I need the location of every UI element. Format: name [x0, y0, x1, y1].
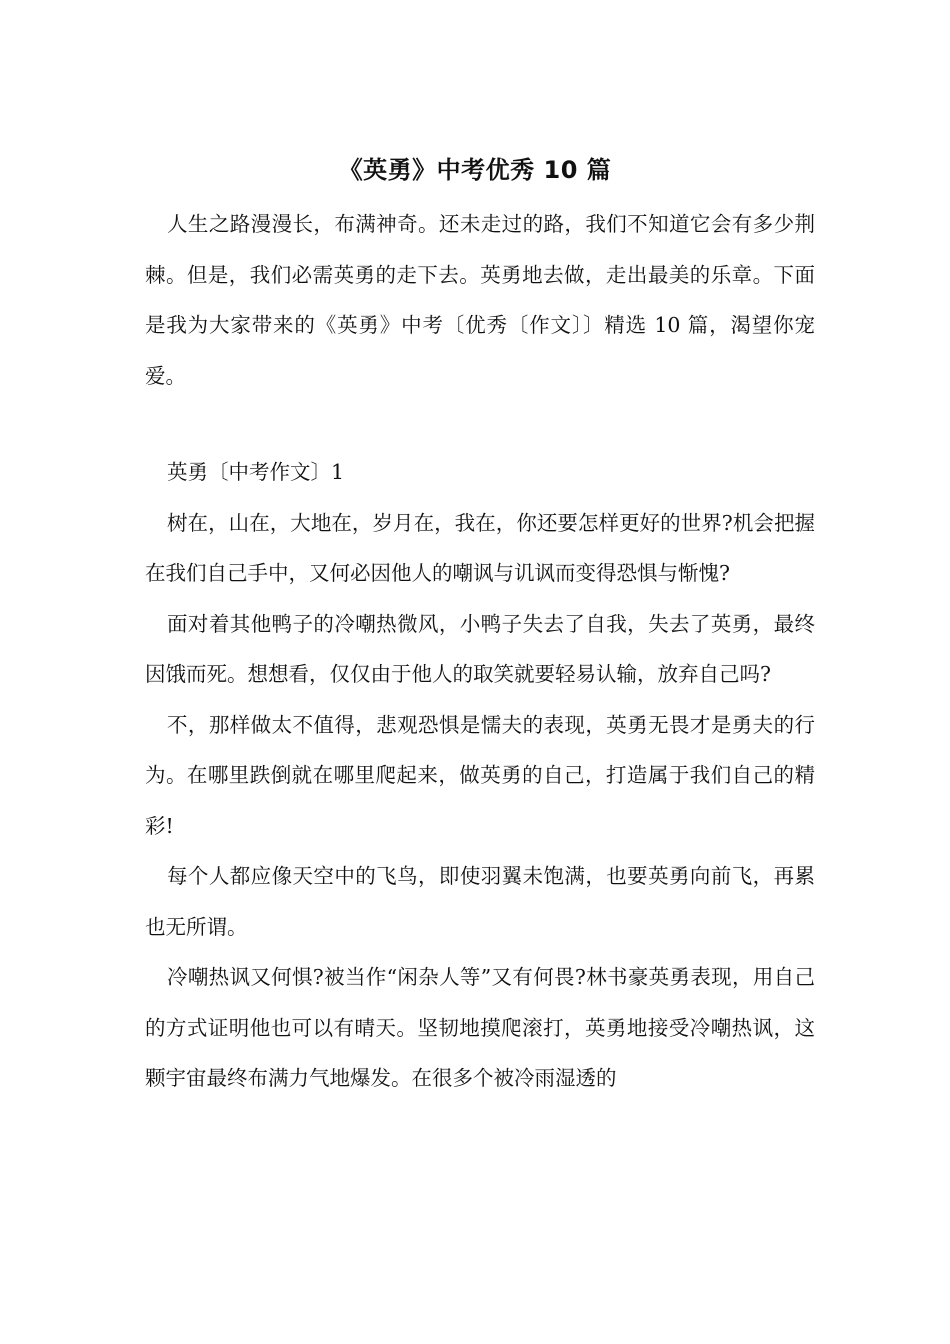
paragraph-1: 树在，山在，大地在，岁月在，我在，你还要怎样更好的世界?机会把握在我们自己手中，又何必因他人的嘲讽与讥讽而变得恐惧与惭愧? — [145, 510, 815, 585]
document-title: 《英勇》中考优秀 10 篇 — [338, 156, 612, 184]
paragraph-2: 面对着其他鸭子的冷嘲热微风，小鸭子失去了自我，失去了英勇，最终因饿而死。想想看，仅仅由于他人的取笑就要轻易认输，放弃自己吗? — [145, 611, 815, 686]
essay-section — [145, 447, 815, 1104]
intro-block — [145, 199, 815, 401]
paragraph-5: 冷嘲热讽又何惧?被当作“闲杂人等”又有何畏?林书豪英勇表现，用自己的方式证明他也可以有晴天。坚韧地摸爬滚打，英勇地接受冷嘲热讽，这颗宇宙最终布满力气地爆发。在很多个被冷雨湿透的 — [145, 965, 815, 1090]
paragraph-4: 每个人都应像天空中的飞鸟，即使羽翼未饱满，也要英勇向前飞，再累也无所谓。 — [145, 864, 815, 939]
intro-paragraph: 人生之路漫漫长，布满神奇。还未走过的路，我们不知道它会有多少荆棘。但是，我们必需英勇的走下去。英勇地去做，走出最美的乐章。下面是我为大家带来的《英勇》中考〔优秀〔作文〕〕精选 10 篇，渴望你宠爱。 — [145, 212, 815, 388]
section-heading: 英勇〔中考作文〕1 — [167, 460, 345, 484]
paragraph-3: 不，那样做太不值得，悲观恐惧是懦夫的表现，英勇无畏才是勇夫的行为。在哪里跌倒就在哪里爬起来，做英勇的自己，打造属于我们自己的精彩! — [145, 712, 815, 838]
